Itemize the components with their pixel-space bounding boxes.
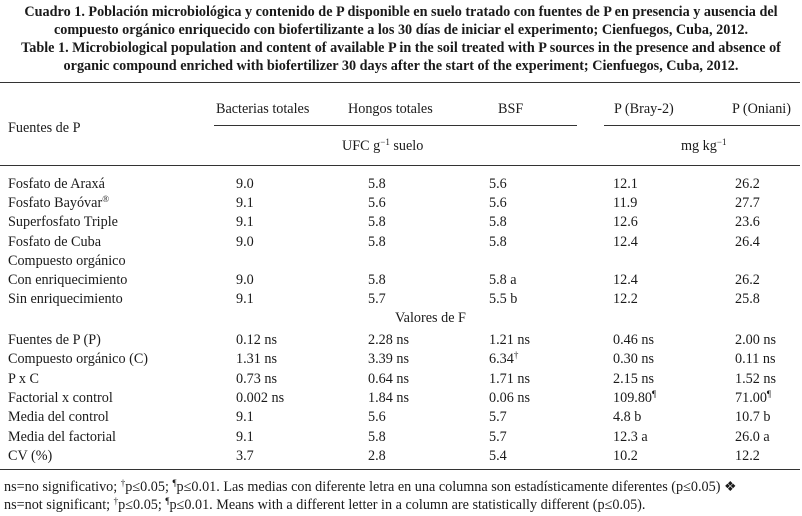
header-subrule-right — [604, 125, 800, 126]
section-label-valores-f: Valores de F — [395, 310, 466, 326]
header-bottom-rule — [0, 165, 800, 166]
table-cell: 12.6 — [613, 214, 638, 230]
f-table-cell: 4.8 b — [613, 409, 642, 425]
f-table-cell: 12.3 a — [613, 429, 648, 445]
f-table-cell: 2.15 ns — [613, 371, 654, 387]
unit-ufc: UFC $g^{-1}$ suelo — [342, 137, 424, 154]
f-table-cell: 6.34† — [489, 350, 519, 367]
unit-mg: mg $kg^{-1}$ — [681, 137, 727, 154]
footnote-en: ns=not significant; †p≤0.05; ¶p≤0.01. Means with a different letter in a column are statistically different (p≤0.05). — [4, 496, 646, 513]
header-subrule-left — [214, 125, 577, 126]
table-cell: 5.6 — [489, 195, 507, 211]
table-cell: 5.7 — [368, 291, 386, 307]
table-cell: 5.8 a — [489, 272, 517, 288]
f-table-cell: 1.52 ns — [735, 371, 776, 387]
footnote-es: ns=no significativo; †p≤0.05; ¶p≤0.01. Las medias con diferente letra en una columna son estadísticamente diferentes (p≤0.05) ❖ — [4, 478, 737, 495]
bottom-rule — [0, 469, 800, 470]
table-cell: 9.0 — [236, 176, 254, 192]
f-table-cell: 0.46 ns — [613, 332, 654, 348]
table-cell: 23.6 — [735, 214, 760, 230]
f-table-cell: 2.00 ns — [735, 332, 776, 348]
table-cell: 5.8 — [368, 214, 386, 230]
table-cell: 5.5 b — [489, 291, 518, 307]
table-cell: 9.1 — [236, 214, 254, 230]
f-row-label: Fuentes de P (P) — [8, 332, 101, 348]
f-table-cell: 0.64 ns — [368, 371, 409, 387]
f-table-cell: 0.30 ns — [613, 351, 654, 367]
table-caption — [0, 3, 802, 75]
f-row-label: P x C — [8, 371, 40, 387]
table-cell: 5.8 — [489, 234, 507, 250]
f-table-cell: 1.71 ns — [489, 371, 530, 387]
row-label: Fosfato de Cuba — [8, 234, 101, 250]
table-cell: 9.1 — [236, 195, 254, 211]
row-label-header: Fuentes de P — [8, 120, 81, 136]
row-label: Sin enriquecimiento — [8, 291, 123, 307]
table-cell: 9.0 — [236, 234, 254, 250]
caption-es-line2: compuesto orgánico enriquecido con biofertilizante a los 30 días de iniciar el experimento; Cienfuegos, Cuba, 2012. — [53, 22, 749, 38]
table-cell: 25.8 — [735, 291, 760, 307]
f-row-label: Media del factorial — [8, 429, 116, 445]
caption-en-line1: Table 1. Microbiological population and content of available P in the soil treated with P sources in the presence and absence of — [21, 40, 781, 56]
table-cell: 5.8 — [368, 234, 386, 250]
row-label: Con enriquecimiento — [8, 272, 128, 288]
table-cell: 9.0 — [236, 272, 254, 288]
f-table-cell: 3.7 — [236, 448, 254, 464]
f-table-cell: 1.21 ns — [489, 332, 530, 348]
table-cell: 11.9 — [613, 195, 638, 211]
f-table-cell: 2.28 ns — [368, 332, 409, 348]
table-cell: 27.7 — [735, 195, 760, 211]
f-row-label: Factorial x control — [8, 390, 113, 406]
f-table-cell: 9.1 — [236, 429, 254, 445]
f-table-cell: 26.0 a — [735, 429, 770, 445]
table-cell: 5.6 — [368, 195, 386, 211]
col-header-bsf: BSF — [498, 101, 524, 117]
f-row-label: Compuesto orgánico (C) — [8, 351, 149, 367]
table-cell: 26.2 — [735, 176, 760, 192]
table-cell: 9.1 — [236, 291, 254, 307]
caption-en-line2: organic compound enriched with biofertilizer 30 days after the start of the experiment; Cienfuegos, Cuba, 2012. — [63, 58, 739, 74]
f-table-cell: 3.39 ns — [368, 351, 409, 367]
f-table-cell: 2.8 — [368, 448, 386, 464]
table-cell: 12.4 — [613, 234, 638, 250]
table-cell: 26.2 — [735, 272, 760, 288]
f-table-cell: 9.1 — [236, 409, 254, 425]
top-rule — [0, 82, 800, 83]
f-table-cell: 5.7 — [489, 409, 507, 425]
f-table-cell: 0.002 ns — [236, 390, 285, 406]
row-label: Superfosfato Triple — [8, 214, 118, 230]
f-table-cell: 0.06 ns — [489, 390, 530, 406]
f-table-cell: 109.80¶ — [613, 389, 657, 406]
f-table-cell: 0.12 ns — [236, 332, 277, 348]
table-cell: 5.8 — [368, 272, 386, 288]
table-cell: 5.8 — [489, 214, 507, 230]
f-table-cell: 10.7 b — [735, 409, 771, 425]
f-table-cell: 5.8 — [368, 429, 386, 445]
caption-es-line1: Cuadro 1. Población microbiológica y contenido de P disponible en suelo tratado con fuentes de P en presencia y ausencia del — [24, 4, 778, 20]
f-table-cell: 5.7 — [489, 429, 507, 445]
f-table-cell: 12.2 — [735, 448, 760, 464]
row-label: Fosfato Bayóvar® — [8, 194, 110, 211]
f-table-cell: 0.73 ns — [236, 371, 277, 387]
f-table-cell: 5.4 — [489, 448, 507, 464]
f-table-cell: 0.11 ns — [735, 351, 776, 367]
f-table-cell: 71.00¶ — [735, 389, 771, 406]
f-table-cell: 5.6 — [368, 409, 386, 425]
f-table-cell: 10.2 — [613, 448, 638, 464]
col-header-bacterias: Bacterias totales — [216, 101, 310, 117]
table-cell: 12.2 — [613, 291, 638, 307]
table-cell: 12.1 — [613, 176, 638, 192]
row-label: Compuesto orgánico — [8, 253, 126, 269]
row-label: Fosfato de Araxá — [8, 176, 105, 192]
table-cell: 5.6 — [489, 176, 507, 192]
f-table-cell: 1.84 ns — [368, 390, 409, 406]
f-row-label: Media del control — [8, 409, 109, 425]
table-cell: 12.4 — [613, 272, 638, 288]
f-row-label: CV (%) — [8, 448, 53, 464]
col-header-p-bray: P (Bray-2) — [614, 101, 674, 117]
table-cell: 5.8 — [368, 176, 386, 192]
table-cell: 26.4 — [735, 234, 760, 250]
col-header-hongos: Hongos totales — [348, 101, 433, 117]
f-table-cell: 1.31 ns — [236, 351, 277, 367]
col-header-p-oniani: P (Oniani) — [732, 101, 791, 117]
